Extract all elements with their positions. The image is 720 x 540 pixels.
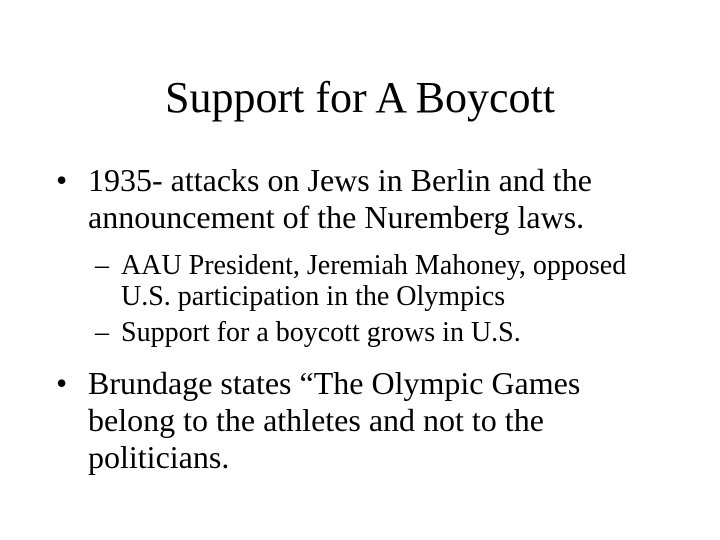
bullet-text: [88, 162, 592, 236]
bullet-line: Brundage states “The Olympic Games: [88, 365, 581, 401]
sub-bullet-line: Support for a boycott grows in U.S.: [121, 317, 521, 348]
sub-bullet-marker: –: [95, 250, 109, 281]
sub-bullet-item-2: [95, 317, 695, 349]
bullet-marker: •: [56, 365, 68, 401]
bullet-line: announcement of the Nuremberg laws.: [88, 199, 585, 235]
bullet-line: 1935- attacks on Jews in Berlin and the: [88, 162, 592, 198]
sub-bullet-line: U.S. participation in the Olympics: [121, 281, 506, 312]
sub-bullet-item-1: [95, 250, 695, 314]
bullet-line: belong to the athletes and not to the: [88, 402, 544, 438]
sub-bullet-text: [121, 250, 626, 312]
sub-bullet-text: [121, 317, 521, 348]
slide-title: Support for A Boycott: [165, 73, 555, 122]
bullet-marker: •: [56, 162, 68, 198]
bullet-text: [88, 365, 580, 476]
bullet-item-2: [56, 365, 676, 485]
bullet-item-1: [56, 162, 676, 242]
sub-bullet-marker: –: [95, 317, 109, 348]
bullet-line: politicians.: [88, 439, 230, 475]
sub-bullet-line: AAU President, Jeremiah Mahoney, opposed: [121, 250, 627, 281]
